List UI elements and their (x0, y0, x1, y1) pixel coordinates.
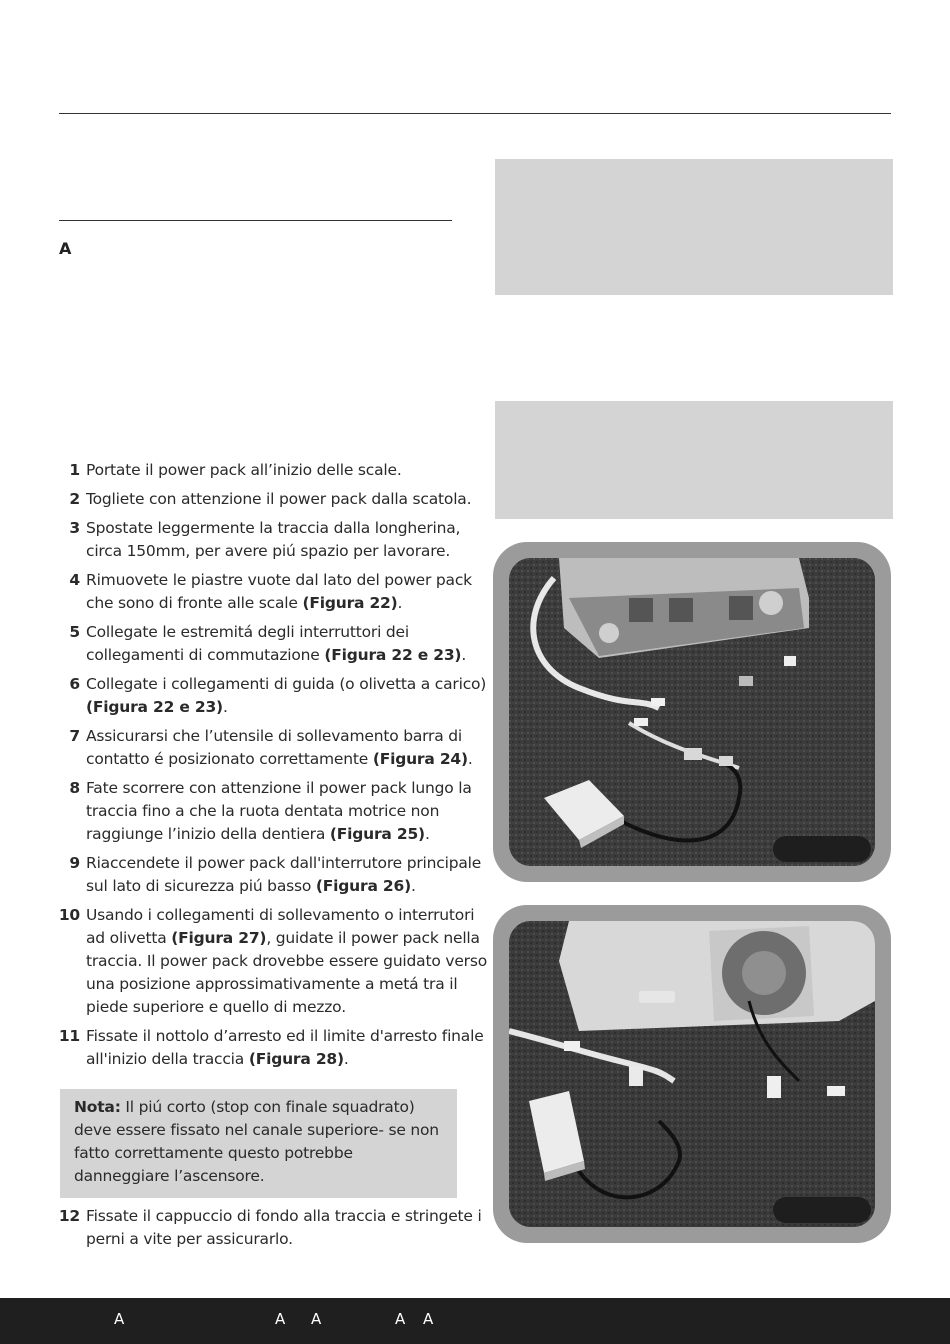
photo-power-pack-connectors (509, 921, 875, 1227)
step-item: 3 Spostate leggermente la traccia dalla longherina, circa 150mm, per avere piú spazio per lavorare. (69, 519, 461, 560)
note-box (60, 1089, 457, 1198)
step-item: 7 Assicurarsi che l’utensile di sollevamento barra di contatto é posizionato correttamente (Figura 24). (69, 727, 473, 768)
step-item: 1 Portate il power pack all’inizio delle scale. (69, 461, 402, 479)
step-item: 11 Fissate il nottolo d’arresto ed il limite d'arresto finale all'inizio della traccia (Figura 28). (58, 1027, 484, 1068)
footer-item: A (275, 1310, 286, 1328)
footer-item: A (423, 1310, 434, 1328)
photo-power-pack-cables (509, 558, 875, 866)
top-rule (59, 113, 891, 114)
note-label: Nota: (74, 1098, 121, 1116)
footer-item: A (395, 1310, 406, 1328)
step-item: 10 Usando i collegamenti di sollevamento o interrutori ad olivetta (Figura 27), guidate il power pack nella traccia. Il power pack drovebbe essere guidato verso una posizione approssimativamente a metá tra il piede superiore e quello di mezzo. (58, 906, 488, 1016)
step-item: 4 Rimuovete le piastre vuote dal lato del power pack che sono di fronte alle scale (Figura 22). (69, 571, 472, 612)
step-item: 8 Fate scorrere con attenzione il power pack lungo la traccia fino a che la ruota dentata motrice non raggiunge l’inizio della dentiera (Figura 25). (69, 779, 472, 843)
figure-photo-1 (493, 542, 891, 882)
footer-item: A (311, 1310, 322, 1328)
step-item: 6 Collegate i collegamenti di guida (o olivetta a carico) (Figura 22 e 23). (69, 675, 487, 716)
step-item: 12 Fissate il cappuccio di fondo alla traccia e stringete i perni a vite per assicurarlo. (58, 1207, 482, 1248)
step-item: 9 Riaccendete il power pack dall'interrutore principale sul lato di sicurezza piú basso (Figura 26). (69, 854, 482, 895)
info-panel-top (495, 159, 893, 295)
note-text: Il piú corto (stop con finale squadrato) deve essere fissato nel canale superiore- se non fatto correttamente questo potrebbe danneggiare l’ascensore. (74, 1098, 439, 1185)
step-item: 2 Togliete con attenzione il power pack dalla scatola. (69, 490, 472, 508)
figure-label-badge (773, 1197, 871, 1223)
instruction-steps (52, 459, 492, 1077)
section-heading: A (59, 239, 72, 258)
page-footer (0, 1298, 950, 1344)
step-item: 5 Collegate le estremitá degli interruttori dei collegamenti di commutazione (Figura 22 e 23). (69, 623, 467, 664)
footer-item: A (114, 1310, 125, 1328)
figure-photo-2 (493, 905, 891, 1243)
figure-label-badge (773, 836, 871, 862)
section-rule (59, 220, 452, 221)
info-panel-middle (495, 401, 893, 519)
